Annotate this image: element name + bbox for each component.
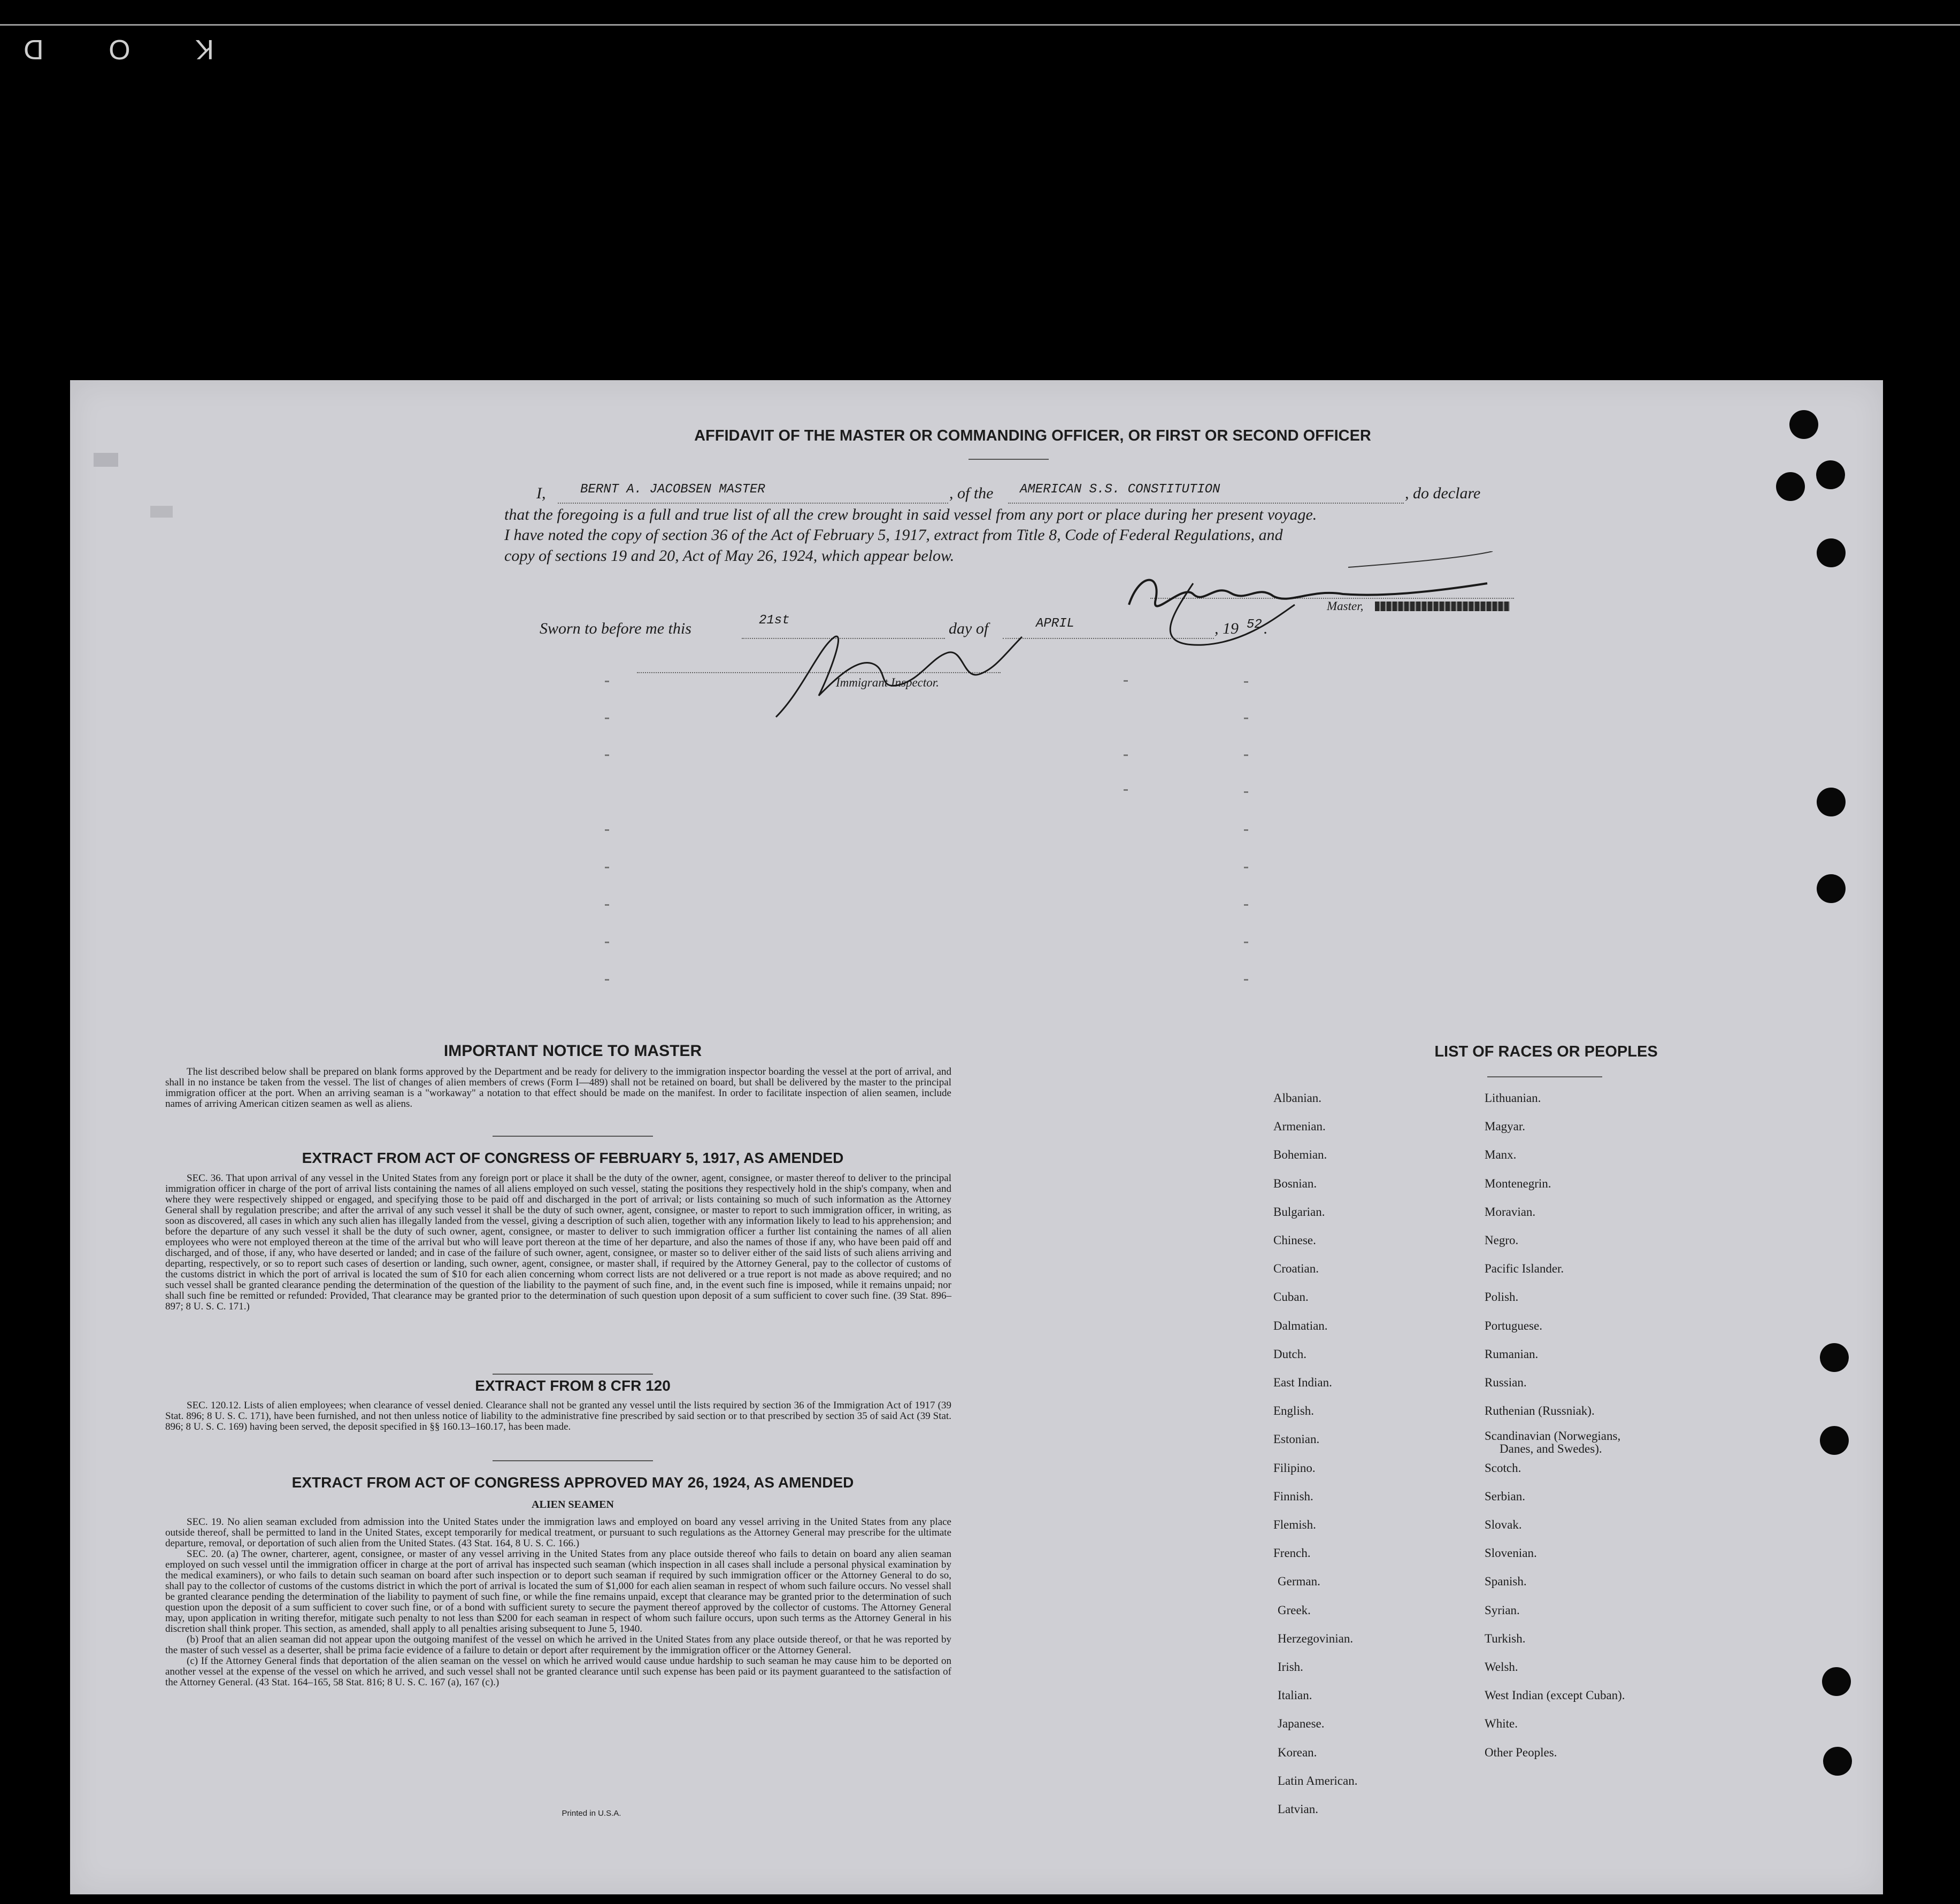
name-field [558, 484, 948, 504]
race-item: Ruthenian (Russniak). [1485, 1404, 1595, 1418]
alien-seamen-subtitle: ALIEN SEAMEN [532, 1499, 614, 1510]
race-item: Finnish. [1273, 1489, 1313, 1503]
race-item: Herzegovinian. [1278, 1631, 1354, 1645]
ledger-tick [605, 904, 609, 906]
race-item: Korean. [1278, 1745, 1317, 1759]
race-item: Russian. [1485, 1376, 1527, 1389]
races-column-1 [1273, 1091, 1477, 1883]
section-rule [493, 1460, 653, 1461]
year-suffix: . [1264, 620, 1268, 637]
of-the-label: , of the [949, 484, 994, 502]
punch-hole [1820, 1343, 1849, 1372]
punch-hole [1820, 1426, 1849, 1455]
faint-mark [94, 453, 118, 467]
race-item: Montenegrin. [1485, 1176, 1551, 1190]
race-item: Irish. [1278, 1660, 1303, 1674]
ledger-tick [605, 867, 609, 868]
punch-hole [1822, 1667, 1851, 1696]
ledger-tick [605, 979, 609, 981]
reel-letters [21, 33, 214, 65]
ledger-tick [1124, 754, 1128, 756]
race-item: Lithuanian. [1485, 1091, 1541, 1105]
race-item: Slovenian. [1485, 1546, 1537, 1560]
punch-hole [1823, 1747, 1852, 1776]
faint-mark [150, 506, 173, 518]
ledger-tick [1244, 681, 1248, 683]
race-item: Cuban. [1273, 1290, 1309, 1304]
races-rule [1487, 1076, 1602, 1077]
year-prefix: , 19 [1215, 620, 1239, 637]
punch-hole [1817, 538, 1846, 567]
extract-1917-text [165, 1173, 951, 1312]
race-item: Estonian. [1273, 1432, 1320, 1446]
race-item: French. [1273, 1546, 1311, 1560]
punch-hole [1789, 410, 1818, 439]
title-rule [969, 459, 1049, 460]
ledger-tick [1244, 867, 1248, 868]
inspector-label: Immigrant Inspector. [836, 676, 939, 689]
sworn-prefix: Sworn to before me this [540, 620, 691, 637]
do-declare-label: , do declare [1405, 484, 1481, 502]
race-item: Polish. [1485, 1290, 1519, 1304]
extract-1924-paragraph: SEC. 20. (a) The owner, charterer, agent, consignee, or master of any vessel arriving in the United States from any place outside thereof who fails to detain on board any alien seaman employed on such vessel until the immigration officer in charge at the port of arrival has inspected such seaman (which inspection in all cases shall include a personal physical examination by the medical examiners), or who fails to detain such seaman on board after such inspection or to deport such seaman if required by such immigration officer or the Attorney General to do so, shall pay to the collector of customs of the customs district in which the port of arrival is located the sum of $1,000 for each alien seaman in respect of whom such failure occurs. No vessel shall be granted clearance pending the determination of the liability to payment of such fine, or while the fine remains unpaid, except that clearance may be granted prior to the determination of such question upon the deposit of a sum sufficient to cover such fine, or of a bond with sufficient surety to secure the payment thereof approved by the collector of customs. The Attorney General may, upon application in writing therefor, mitigate such penalty to not less than $200 for each seaman in respect of whom such failure occurs, upon such terms as the Attorney General in his discretion shall think proper. This section, as amended, shall apply to all penalties arising subsequent to June 5, 1940. [165, 1548, 951, 1635]
race-item: Greek. [1278, 1603, 1311, 1617]
race-item: Negro. [1485, 1234, 1519, 1247]
reel-letter: O [106, 34, 130, 65]
race-item: Croatian. [1273, 1262, 1319, 1276]
notice-paragraph: The list described below shall be prepared on blank forms approved by the Department and be ready for delivery to the immigration inspector boarding the vessel at the port of arrival, and shall in no instance be taken from the vessel. The list of changes of alien members of crews (Form I—489) shall not be retained on board, but shall be delivered by the master to the principal immigration officer at the port. When an arriving seaman is a "workaway" a notation to that effect should be made on the manifest. In order to facilitate inspection of alien seamen, include names of arriving American citizen seamen as well as aliens. [165, 1066, 951, 1109]
month-field [1003, 616, 1214, 639]
ledger-tick [1244, 718, 1248, 719]
affidavit-page [70, 380, 1883, 1894]
race-item: English. [1273, 1404, 1315, 1418]
race-item: Japanese. [1278, 1717, 1325, 1731]
affidavit-title: AFFIDAVIT OF THE MASTER OR COMMANDING OFFICER, OR FIRST OR SECOND OFFICER [694, 427, 1371, 444]
ledger-tick [1244, 942, 1248, 943]
race-item: Syrian. [1485, 1603, 1520, 1617]
master-label: Master, [1327, 599, 1364, 613]
film-top-line [0, 24, 1960, 26]
race-item: Slovak. [1485, 1518, 1522, 1531]
ledger-tick [1124, 680, 1128, 682]
declaration-line-4: copy of sections 19 and 20, Act of May 26, 1924, which appear below. [504, 547, 955, 565]
extract-1924-title: EXTRACT FROM ACT OF CONGRESS APPROVED MAY 26, 1924, AS AMENDED [291, 1474, 854, 1491]
race-item: Latin American. [1278, 1774, 1358, 1787]
race-item: Rumanian. [1485, 1347, 1539, 1361]
race-item: Bohemian. [1273, 1148, 1327, 1162]
race-item: Dalmatian. [1273, 1319, 1328, 1332]
race-item-continuation: Danes, and Swedes). [1500, 1442, 1602, 1456]
notice-text [165, 1067, 951, 1109]
ledger-tick [605, 829, 609, 831]
race-item: Moravian. [1485, 1205, 1536, 1219]
reel-letter: D [21, 34, 44, 65]
punch-hole [1776, 472, 1805, 501]
extract-cfr-text [165, 1400, 951, 1432]
race-item: Bulgarian. [1273, 1205, 1325, 1219]
month-typed: APRIL [1036, 616, 1075, 631]
ledger-tick [605, 942, 609, 943]
race-item: Chinese. [1273, 1234, 1316, 1247]
race-item: Bosnian. [1273, 1176, 1317, 1190]
race-item: Spanish. [1485, 1575, 1527, 1589]
race-item: White. [1485, 1717, 1518, 1731]
punch-hole [1817, 874, 1846, 903]
extract-1924-text [165, 1517, 951, 1688]
race-item: West Indian (except Cuban). [1485, 1689, 1625, 1702]
race-item: Magyar. [1485, 1120, 1526, 1134]
name-typed: BERNT A. JACOBSEN MASTER [580, 482, 765, 497]
race-item: East Indian. [1273, 1376, 1332, 1389]
declaration-line-2: that the foregoing is a full and true list of all the crew brought in said vessel from any port or place during her present voyage. [504, 506, 1317, 523]
race-item: Other Peoples. [1485, 1745, 1557, 1759]
ledger-tick [1244, 829, 1248, 831]
race-item: Manx. [1485, 1148, 1517, 1162]
punch-hole [1817, 788, 1846, 816]
ledger-tick [1244, 791, 1248, 793]
day-typed: 21st [759, 613, 790, 628]
race-item: Pacific Islander. [1485, 1262, 1564, 1276]
races-column-2 [1485, 1091, 1763, 1883]
vessel-typed: AMERICAN S.S. CONSTITUTION [1020, 482, 1220, 497]
race-item: Dutch. [1273, 1347, 1306, 1361]
ledger-tick [605, 718, 609, 719]
race-item: Italian. [1278, 1689, 1312, 1702]
ledger-tick [605, 681, 609, 682]
ledger-tick [1124, 789, 1128, 791]
vessel-field [1008, 484, 1404, 504]
race-item: Albanian. [1273, 1091, 1322, 1105]
inspector-signature [771, 615, 1027, 722]
ledger-tick [1244, 904, 1248, 906]
extract-1917-title: EXTRACT FROM ACT OF CONGRESS OF FEBRUARY 5, 1917, AS AMENDED [302, 1150, 844, 1166]
punch-hole [1816, 460, 1845, 489]
extract-1917-paragraph: SEC. 36. That upon arrival of any vessel in the United States from any foreign port or place it shall be the duty of the owner, agent, consignee, or master thereof to deliver to the principal immigration officer in charge of the port of arrival lists containing the names of all aliens employed on such vessel, stating the positions they respectively hold in the ship's company, when and where they were respectively shipped or engaged, and specifying those to be paid off and discharged in the port of arrival; or lists containing so much of such information as the Attorney General shall by regulation prescribe; and after the arrival of any such vessel it shall be the duty of such owner, agent, consignee, or master to report to such immigration officer, in writing, as soon as discovered, all cases in which any such alien has illegally landed from the vessel, giving a description of such alien, together with any information likely to lead to his apprehension; and before the departure of any such vessel it shall be the duty of such owner, agent, consignee, or master to deliver to such immigration officer a further list containing the names of all alien employees who were not employed thereon at the time of the arrival but who will leave port thereon at the time of her departure, and also the names of those if any, who have been paid off and discharged, and of those, if any, who have deserted or landed; and in case of the failure of such owner, agent, consignee, or master so to deliver either of the said lists of such aliens arriving and departing, respectively, or so to report such cases of desertion or landing, such owner, agent, consignee, or master shall, if required by the Attorney General, pay to the collector of customs of the customs district in which the port of arrival is located the sum of $10 for each alien concerning whom correct lists are not delivered or a true report is not made as above required; and no such vessel shall be granted clearance pending the determination of the question of the liability to the payment of such fine, and, in the event such fine is imposed, while it remains unpaid; nor shall such fine be remitted or refunded: Provided, That clearance may be granted prior to the determination of such question upon deposit of a sum sufficient to cover such fine. (39 Stat. 896–897; 8 U. S. C. 171.) [165, 1173, 951, 1312]
printed-in-usa: Printed in U.S.A. [562, 1809, 621, 1818]
declaration-line-1 [536, 484, 1585, 506]
i-prefix: I, [536, 484, 546, 502]
section-rule [493, 1136, 653, 1137]
extract-1924-paragraph: (c) If the Attorney General finds that deportation of the alien seaman on the vessel on which he arrived would cause undue hardship to such seaman he may cause him to be deported on another vessel at the expense of the vessel on which he arrived, and such vessel shall not be granted clearance until such expense has been paid or its payment guaranteed to the satisfaction of the Attorney General. (43 Stat. 164–165, 58 Stat. 816; 8 U. S. C. 167 (a), 167 (c).) [165, 1655, 951, 1688]
race-item: Portuguese. [1485, 1319, 1542, 1332]
section-rule [493, 1374, 653, 1375]
race-item: Latvian. [1278, 1802, 1318, 1816]
race-item: Scotch. [1485, 1461, 1521, 1475]
race-item: German. [1278, 1575, 1320, 1589]
extract-cfr-paragraph: SEC. 120.12. Lists of alien employees; when clearance of vessel denied. Clearance shall not be granted any vessel until the lists required by section 36 of the Immigration Act of 1917 (39 Stat. 896; 8 U. S. C. 171), have been furnished, and not then unless notice of liability to the administrative fine prescribed by said section or to that prescribed by section 35 of said Act (39 Stat. 896; 8 U. S. C. 169) having been served, the deposit specified in §§ 160.13–160.17, has been made. [165, 1400, 951, 1432]
race-item: Filipino. [1273, 1461, 1316, 1475]
race-item: Flemish. [1273, 1518, 1316, 1531]
declaration-line-3: I have noted the copy of section 36 of the Act of February 5, 1917, extract from Title 8, Code of Federal Regulations, and [504, 526, 1283, 544]
ledger-tick [1244, 754, 1248, 756]
ledger-tick [605, 754, 609, 756]
day-of-label: day of [949, 620, 989, 637]
extract-1924-paragraph: SEC. 19. No alien seaman excluded from admission into the United States under the immigration laws and employed on board any vessel arriving in the United States from any place outside thereof, shall be permitted to land in the United States, except temporarily for medical treatment, or pursuant to such regulations as the Attorney General may prescribe for the ultimate departure, removal, or deportation of such alien from the United States. (43 Stat. 164, 8 U. S. C. 166.) [165, 1516, 951, 1549]
reel-letter: K [193, 34, 214, 65]
struck-text [1375, 602, 1510, 611]
notice-title: IMPORTANT NOTICE TO MASTER [443, 1042, 702, 1060]
race-item: Welsh. [1485, 1660, 1518, 1674]
race-item: Serbian. [1485, 1489, 1526, 1503]
race-item: Scandinavian (Norwegians, [1485, 1429, 1621, 1443]
ledger-tick [1244, 979, 1248, 981]
race-item: Armenian. [1273, 1120, 1326, 1134]
races-title: LIST OF RACES OR PEOPLES [1434, 1043, 1658, 1060]
year-typed: 52 [1247, 618, 1262, 632]
race-item: Turkish. [1485, 1631, 1526, 1645]
extract-1924-paragraph: (b) Proof that an alien seaman did not appear upon the outgoing manifest of the vessel on which he arrived in the United States from any place outside thereof, or that he was reported by the master of such vessel as a deserter, shall be prima facie evidence of a failure to detain or deport after requirement by the immigration officer or the Attorney General. [165, 1634, 951, 1656]
extract-cfr-title: EXTRACT FROM 8 CFR 120 [475, 1377, 671, 1394]
